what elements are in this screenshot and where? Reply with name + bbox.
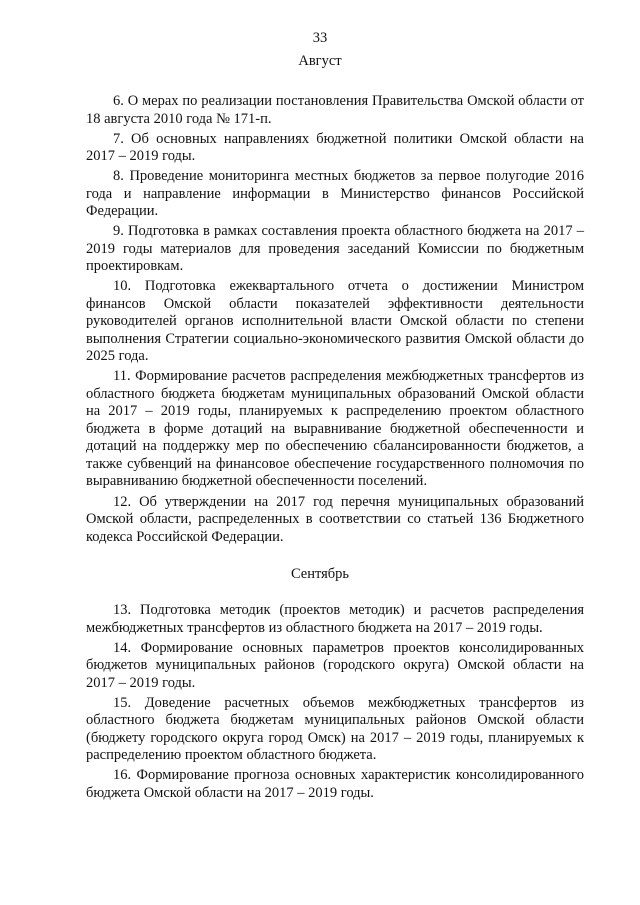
list-item: 16. Формирование прогноза основных характеристик консолидированного бюджета Омской области на 2017 – 2019 годы. <box>86 767 584 801</box>
list-item: 10. Подготовка ежеквартального отчета о достижении Министром финансов Омской области показателей эффективности деятельности руководителей органов исполнительной власти Омской области по степени выполнения Стратегии социально-экономического развития Омской области до 2025 года. <box>86 278 584 365</box>
list-item: 8. Проведение мониторинга местных бюджетов за первое полугодие 2016 года и направление информации в Министерство финансов Российской Федерации. <box>86 168 584 220</box>
section-heading-september: Сентябрь <box>290 566 350 582</box>
list-item: 7. Об основных направлениях бюджетной политики Омской области на 2017 – 2019 годы. <box>86 130 584 165</box>
list-item: 14. Формирование основных параметров проектов консолидированных бюджетов муниципальных районов (городского округа) Омской области на 2017 – 2019 годы. <box>86 639 584 691</box>
list-item: 11. Формирование расчетов распределения межбюджетных трансфертов из областного бюджета бюджетам муниципальных образований Омской области на 2017 – 2019 годы, планируемых к распределению проектом областного бюджета в форме дотаций на выравнивание бюджетной обеспеченности и дотаций на поддержку мер по обеспечению сбалансированности бюджетов, а также субвенций на финансовое обеспечение государственного полномочия по выравниванию бюджетной обеспеченности поселений. <box>86 368 584 490</box>
section-september-list <box>86 602 584 805</box>
section-heading-august: Август <box>298 53 342 69</box>
list-item: 13. Подготовка методик (проектов методик) и расчетов распределения межбюджетных трансфертов из областного бюджета на 2017 – 2019 годы. <box>86 602 584 636</box>
list-item: 9. Подготовка в рамках составления проекта областного бюджета на 2017 – 2019 годы материалов для проведения заседаний Комиссии по бюджетным проектировкам. <box>86 223 584 275</box>
list-item: 6. О мерах по реализации постановления Правительства Омской области от 18 августа 2010 года № 171-п. <box>86 93 584 127</box>
list-item: 12. Об утверждении на 2017 год перечня муниципальных образований Омской области, распределенных в соответствии со статьей 136 Бюджетного кодекса Российской Федерации. <box>86 493 584 545</box>
list-item: 15. Доведение расчетных объемов межбюджетных трансфертов из областного бюджета бюджетам муниципальных районов Омской области (бюджету городского округа город Омск) на 2017 – 2019 годы, планируемых к распределению проектом областного бюджета. <box>86 694 584 764</box>
page-number: 33 <box>312 30 328 46</box>
section-august-list <box>86 93 584 549</box>
